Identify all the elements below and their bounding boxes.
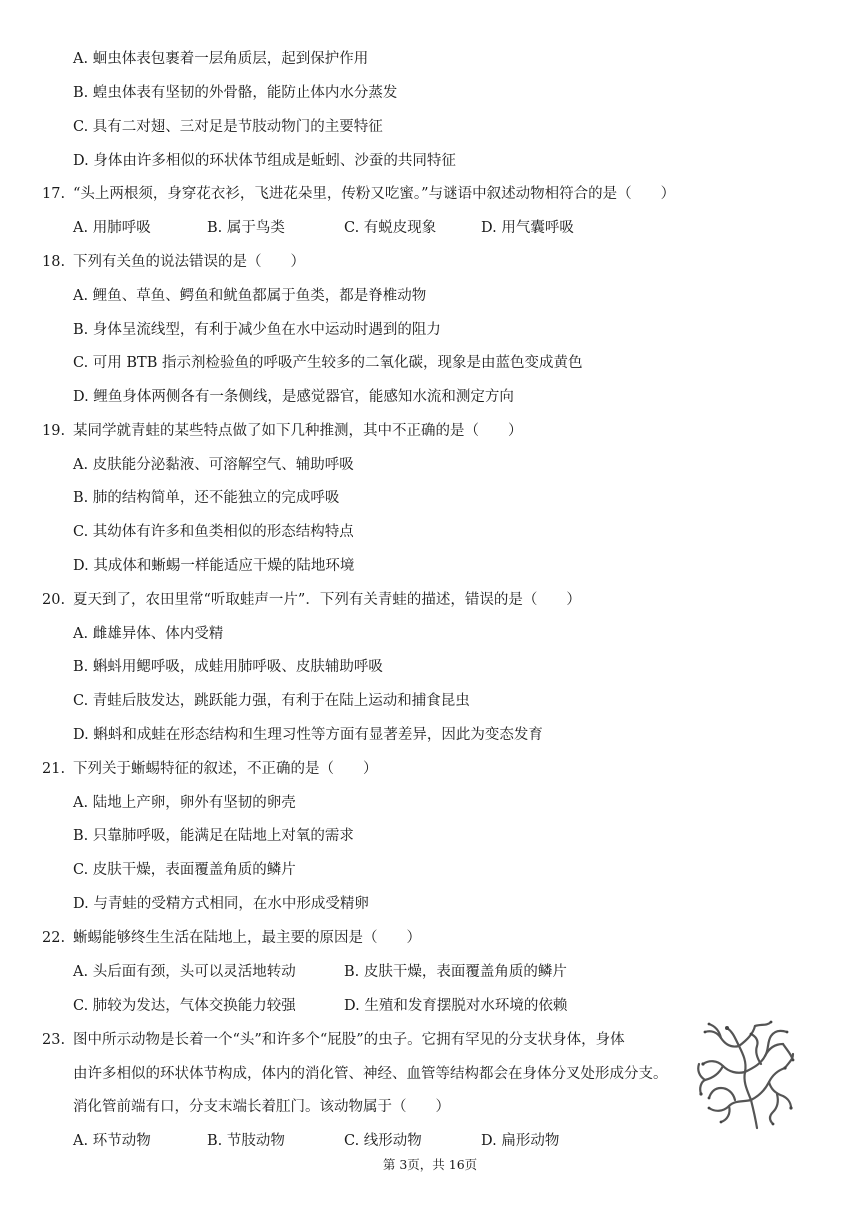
q23-option-d: D. 扁形动物 (481, 1133, 560, 1149)
question-number: 20. (42, 592, 66, 608)
question-17 (42, 184, 675, 204)
page-footer: 第 3页，共 16页 (382, 1157, 478, 1172)
question-22 (42, 928, 421, 948)
q22-option-a: A. 头后面有颈，头可以灵活地转动 (73, 964, 296, 980)
question-21 (42, 759, 378, 779)
q21-option-b: B. 只靠肺呼吸，能满足在陆地上对氧的需求 (73, 828, 354, 844)
question-20 (42, 590, 581, 610)
q18-option-c: C. 可用 BTB 指示剂检验鱼的呼吸产生较多的二氧化碳，现象是由蓝色变成黄色 (73, 355, 583, 371)
q17-options (73, 218, 773, 238)
q16-option-a: A. 蛔虫体表包裹着一层角质层，起到保护作用 (73, 51, 369, 67)
q20-option-d: D. 蝌蚪和成蛙在形态结构和生理习性等方面有显著差异，因此为变态发育 (73, 727, 543, 743)
q23-option-a: A. 环节动物 (73, 1133, 151, 1149)
q22-option-b: B. 皮肤干燥，表面覆盖角质的鳞片 (344, 964, 567, 980)
question-number: 21. (42, 761, 66, 777)
q17-option-a: A. 用肺呼吸 (73, 220, 151, 236)
question-number: 17. (42, 186, 66, 202)
q16-option-b: B. 蝗虫体表有坚韧的外骨骼，能防止体内水分蒸发 (73, 85, 398, 101)
q17-option-b: B. 属于鸟类 (207, 220, 285, 236)
q19-option-b: B. 肺的结构简单，还不能独立的完成呼吸 (73, 490, 340, 506)
q22-options-row2 (73, 996, 773, 1016)
q22-options-row1 (73, 962, 773, 982)
question-stem: 下列有关鱼的说法错误的是（ ） (73, 254, 305, 270)
q19-option-d: D. 其成体和蜥蜴一样能适应干燥的陆地环境 (73, 558, 355, 574)
q18-option-a: A. 鲤鱼、草鱼、鳄鱼和鱿鱼都属于鱼类，都是脊椎动物 (73, 288, 427, 304)
question-23 (42, 1030, 625, 1050)
question-stem: 蜥蜴能够终生生活在陆地上，最主要的原因是（ ） (73, 930, 421, 946)
q23-options (73, 1131, 633, 1151)
q17-option-d: D. 用气囊呼吸 (481, 220, 574, 236)
q23-option-c: C. 线形动物 (344, 1133, 422, 1149)
q22-option-d: D. 生殖和发育摆脱对水环境的依赖 (344, 998, 568, 1014)
question-stem: 夏天到了，农田里常“听取蛙声一片”．下列有关青蛙的描述，错误的是（ ） (73, 592, 581, 608)
question-stem-line-1: 图中所示动物是长着一个“头”和许多个“屁股”的虫子。它拥有罕见的分支状身体，身体 (73, 1032, 625, 1048)
q21-option-a: A. 陆地上产卵，卵外有坚韧的卵壳 (73, 795, 296, 811)
q18-option-d: D. 鲤鱼身体两侧各有一条侧线，是感觉器官，能感知水流和测定方向 (73, 389, 514, 405)
q16-option-c: C. 具有二对翅、三对足是节肢动物门的主要特征 (73, 119, 383, 135)
question-stem: “头上两根须，身穿花衣衫，飞进花朵里，传粉又吃蜜。”与谜语中叙述动物相符合的是（ ） (73, 186, 676, 202)
question-stem-line-3: 消化管前端有口，分支末端长着肛门。该动物属于（ ） (73, 1099, 450, 1115)
q19-option-c: C. 其幼体有许多和鱼类相似的形态结构特点 (73, 524, 354, 540)
q21-option-c: C. 皮肤干燥，表面覆盖角质的鳞片 (73, 862, 296, 878)
q23-option-b: B. 节肢动物 (207, 1133, 285, 1149)
question-18 (42, 252, 305, 272)
question-number: 22. (42, 930, 66, 946)
question-stem: 某同学就青蛙的某些特点做了如下几种推测，其中不正确的是（ ） (73, 423, 523, 439)
q19-option-a: A. 皮肤能分泌黏液、可溶解空气、辅助呼吸 (73, 457, 354, 473)
q21-option-d: D. 与青蛙的受精方式相同，在水中形成受精卵 (73, 896, 369, 912)
q20-option-b: B. 蝌蚪用鳃呼吸，成蛙用肺呼吸、皮肤辅助呼吸 (73, 659, 383, 675)
question-number: 18. (42, 254, 66, 270)
question-number: 23. (42, 1032, 66, 1048)
branching-worm-illustration (695, 1020, 795, 1132)
question-19 (42, 421, 523, 441)
question-stem: 下列关于蜥蜴特征的叙述，不正确的是（ ） (73, 761, 378, 777)
q22-option-c: C. 肺较为发达，气体交换能力较强 (73, 998, 296, 1014)
q18-option-b: B. 身体呈流线型，有利于减少鱼在水中运动时遇到的阻力 (73, 322, 441, 338)
q20-option-c: C. 青蛙后肢发达，跳跃能力强，有利于在陆上运动和捕食昆虫 (73, 693, 470, 709)
q16-option-d: D. 身体由许多相似的环状体节组成是蚯蚓、沙蚕的共同特征 (73, 153, 456, 169)
q20-option-a: A. 雌雄异体、体内受精 (73, 626, 224, 642)
question-stem-line-2: 由许多相似的环状体节构成，体内的消化管、神经、血管等结构都会在身体分叉处形成分支。 (73, 1066, 668, 1082)
question-number: 19. (42, 423, 66, 439)
q17-option-c: C. 有蜕皮现象 (344, 220, 437, 236)
